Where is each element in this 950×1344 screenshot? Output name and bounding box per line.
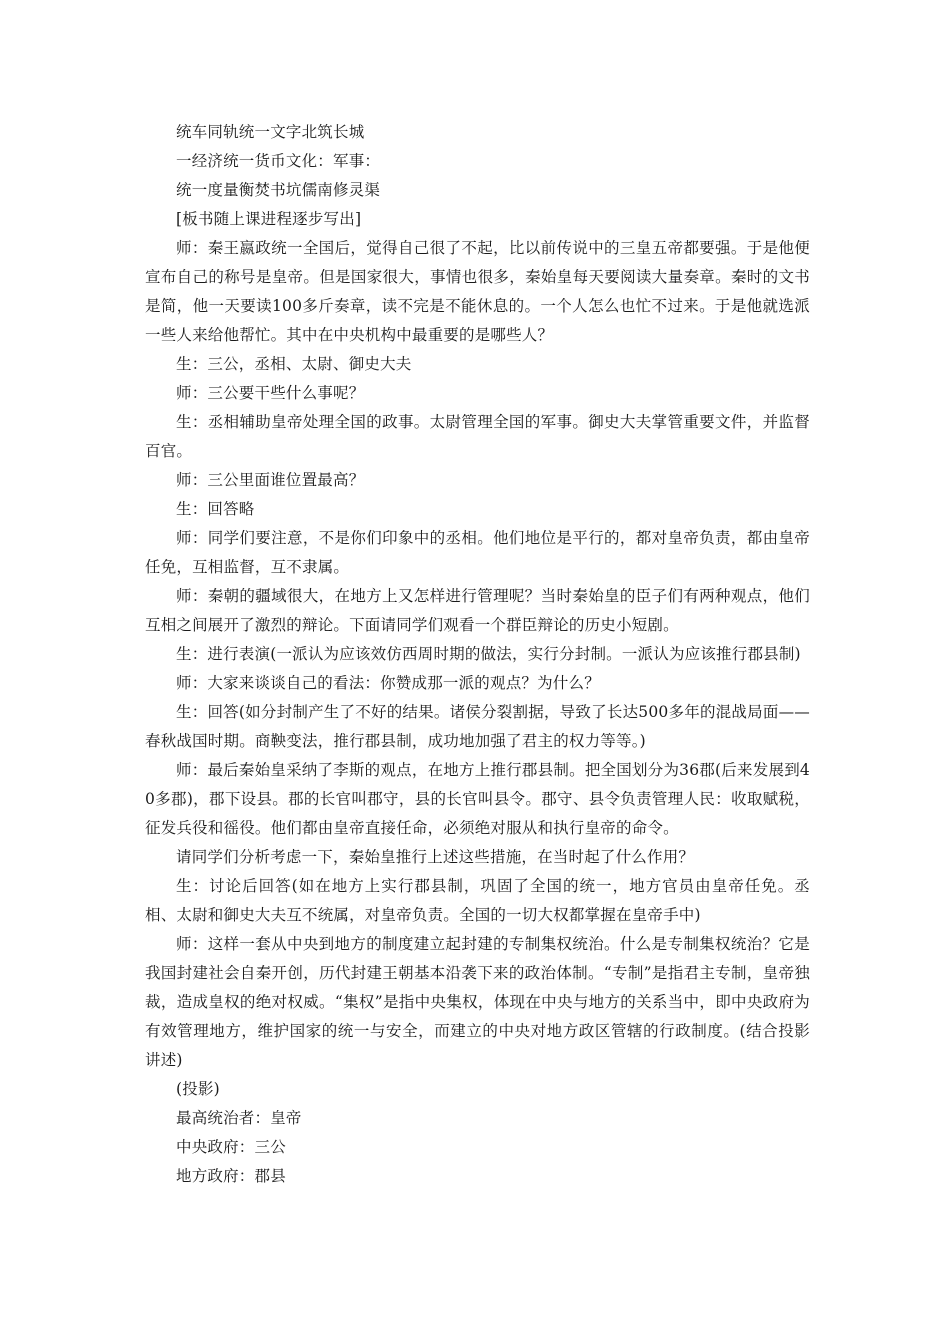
paragraph: 生：进行表演(一派认为应该效仿西周时期的做法，实行分封制。一派认为应该推行郡县制) <box>176 645 801 663</box>
paragraph: 师：三公要干些什么事呢？ <box>176 384 365 402</box>
paragraph: 师：三公里面谁位置最高？ <box>176 471 365 489</box>
paragraph: 生：三公，丞相、太尉、御史大夫 <box>176 355 412 373</box>
paragraph: 生：丞相辅助皇帝处理全国的政事。太尉管理全国的军事。御史大夫掌管重要文件，并监督百官。 <box>145 413 810 460</box>
paragraph: 生：回答略 <box>176 500 255 518</box>
paragraph: 师：最后秦始皇采纳了李斯的观点，在地方上推行郡县制。把全国划分为36郡(后来发展到40多郡)，郡下设县。郡的长官叫郡守，县的长官叫县令。郡守、县令负责管理人民：收取赋税，征发兵役和徭役。他们都由皇帝直接任命，必须绝对服从和执行皇帝的命令。 <box>145 761 810 837</box>
paragraph: (投影) <box>176 1080 220 1098</box>
paragraph: 生：回答(如分封制产生了不好的结果。诸侯分裂割据，导致了长达500多年的混战局面——春秋战国时期。商鞅变法，推行郡县制，成功地加强了君主的权力等等。) <box>145 703 810 750</box>
paragraph: 师：秦王嬴政统一全国后，觉得自己很了不起，比以前传说中的三皇五帝都要强。于是他便宣布自己的称号是皇帝。但是国家很大，事情也很多，秦始皇每天要阅读大量奏章。秦时的文书是简，他一天要读100多斤奏章，读不完是不能休息的。一个人怎么也忙不过来。于是他就选派一些人来给他帮忙。其中在中央机构中最重要的是哪些人？ <box>145 239 810 344</box>
paragraph: [板书随上课进程逐步写出] <box>176 210 362 228</box>
paragraph: 统一度量衡焚书坑儒南修灵渠 <box>176 181 381 199</box>
paragraph: 中央政府：三公 <box>176 1138 286 1156</box>
paragraph: 师：大家来谈谈自己的看法：你赞成那一派的观点？为什么？ <box>176 674 600 692</box>
paragraph: 地方政府：郡县 <box>176 1167 286 1185</box>
paragraph: 生：讨论后回答(如在地方上实行郡县制，巩固了全国的统一，地方官员由皇帝任免。丞相、太尉和御史大夫互不统属，对皇帝负责。全国的一切大权都掌握在皇帝手中) <box>145 877 810 924</box>
paragraph: 统车同轨统一文字北筑长城 <box>176 123 365 141</box>
paragraph: 师：这样一套从中央到地方的制度建立起封建的专制集权统治。什么是专制集权统治？它是我国封建社会自秦开创，历代封建王朝基本沿袭下来的政治体制。“专制”是指君主专制，皇帝独裁，造成皇权的绝对权威。“集权”是指中央集权，体现在中央与地方的关系当中，即中央政府为有效管理地方，维护国家的统一与安全，而建立的中央对地方政区管辖的行政制度。(结合投影讲述) <box>145 935 810 1069</box>
paragraph: 师：秦朝的疆域很大，在地方上又怎样进行管理呢？当时秦始皇的臣子们有两种观点，他们互相之间展开了激烈的辩论。下面请同学们观看一个群臣辩论的历史小短剧。 <box>145 587 810 634</box>
paragraph: 最高统治者：皇帝 <box>176 1109 302 1127</box>
paragraph: 一经济统一货币文化：军事： <box>176 152 381 170</box>
paragraph: 师：同学们要注意，不是你们印象中的丞相。他们地位是平行的，都对皇帝负责，都由皇帝任免，互相监督，互不隶属。 <box>145 529 810 576</box>
document-page <box>145 118 810 1191</box>
paragraph: 请同学们分析考虑一下，秦始皇推行上述这些措施，在当时起了什么作用？ <box>176 848 695 866</box>
